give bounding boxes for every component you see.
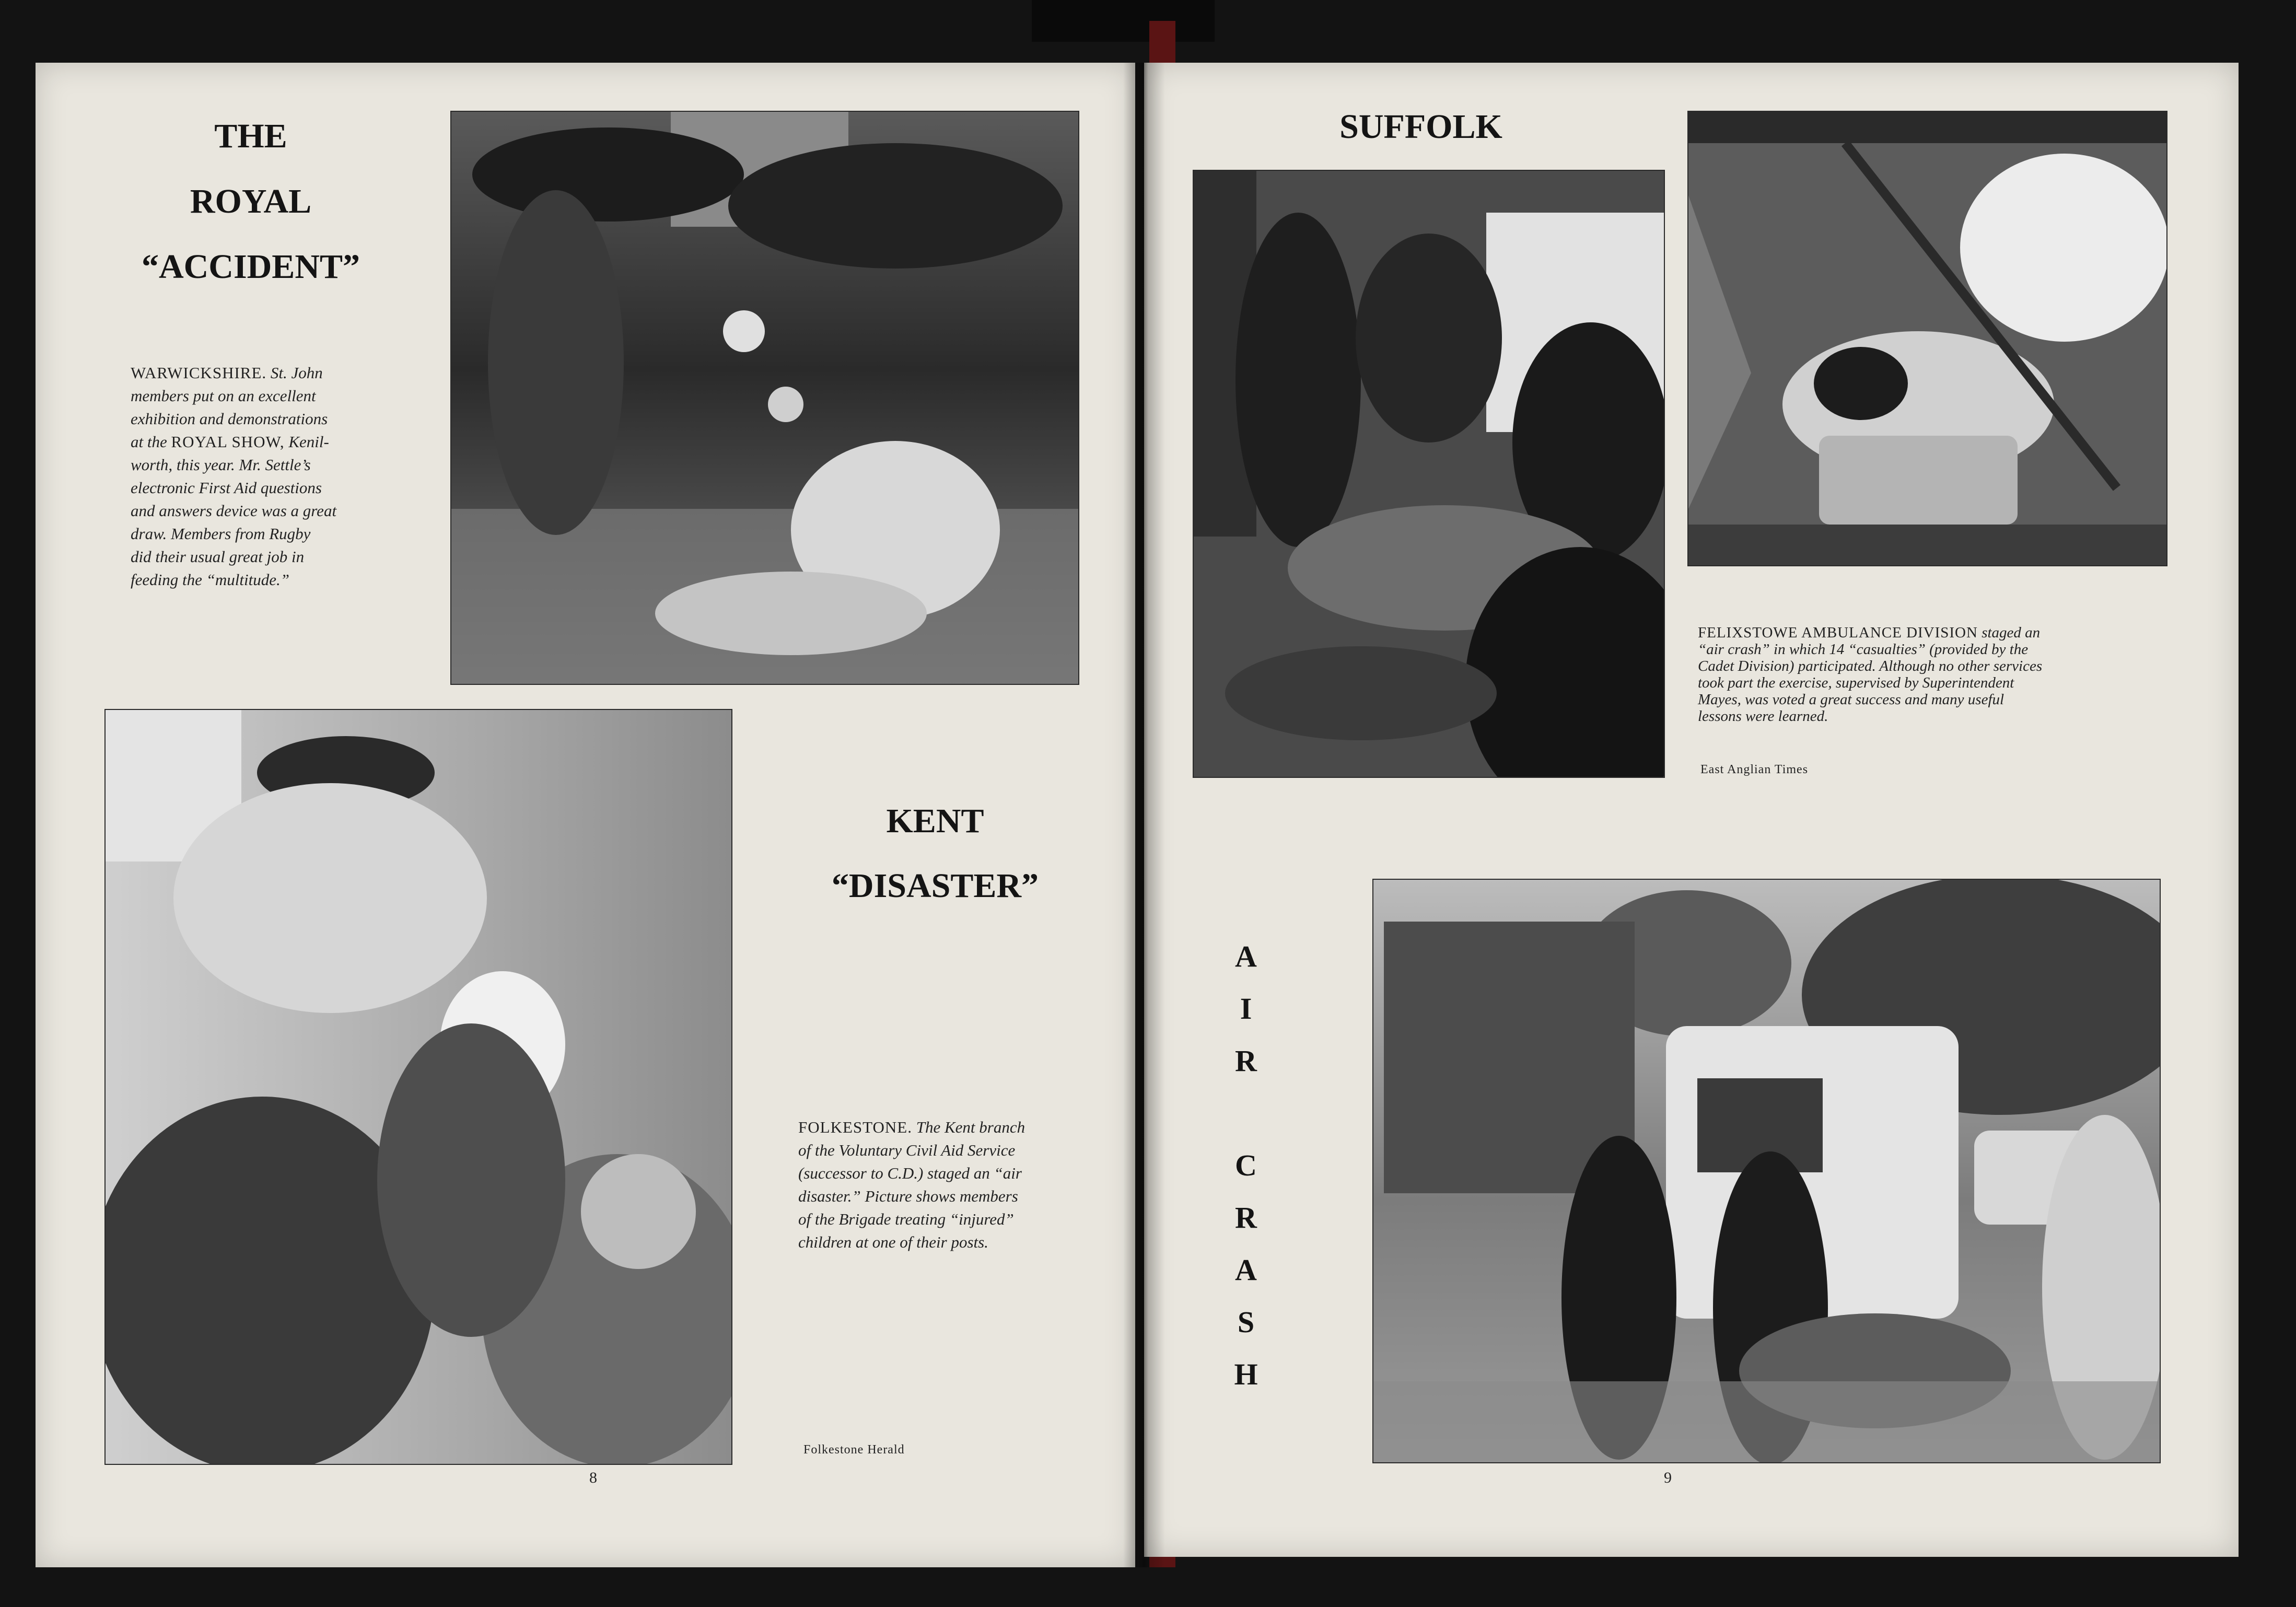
- suffolk-photo-casualties: [1193, 170, 1665, 778]
- air-crash-letter-r1: R: [1235, 1044, 1257, 1078]
- royal-heading: [125, 103, 376, 299]
- suffolk-heading: SUFFOLK: [1339, 108, 1502, 146]
- kent-disaster-photo: [104, 709, 732, 1465]
- air-crash-letter-r2: R: [1235, 1201, 1257, 1235]
- suffolk-photo-stretcher: [1687, 111, 2167, 566]
- felixstowe-caption-place: FELIXSTOWE AMBULANCE DIVISION: [1698, 624, 1978, 641]
- kent-heading-line-1: KENT: [886, 802, 984, 840]
- royal-heading-line-3: “ACCIDENT”: [141, 248, 360, 286]
- page-number-right: 9: [1664, 1469, 1672, 1486]
- kent-caption: FOLKESTONE. The Kent branch of the Voluntary Civil Aid Service (successor to C.D.) staged an “air disaster.” Picture shows members of the Brigade treating “injured” children at one of their posts.: [798, 1118, 1025, 1251]
- air-crash-letter-s: S: [1237, 1305, 1255, 1339]
- kent-caption-place: FOLKESTONE.: [798, 1118, 912, 1136]
- felixstowe-caption: FELIXSTOWE AMBULANCE DIVISION staged an “air crash” in which 14 “casualties” (provided by the Cadet Division) participated. Although no other services took part the exercise, supervised by Superintendent Mayes, was voted a great success and many useful lessons were learned.: [1698, 624, 2043, 725]
- air-crash-letter-c: C: [1235, 1148, 1257, 1182]
- air-crash-letter-h: H: [1234, 1357, 1258, 1391]
- page-number-left: 8: [589, 1469, 597, 1486]
- air-crash-letter-i: I: [1240, 992, 1252, 1026]
- air-crash-letter-a2: A: [1235, 1253, 1257, 1287]
- royal-caption-place: WARWICKSHIRE.: [131, 364, 267, 382]
- air-crash-photo: [1372, 879, 2161, 1463]
- royal-caption: WARWICKSHIRE. St. John members put on an excellent exhibition and demonstrations at the ROYAL SHOW, Kenil- worth, this year. Mr. Settle’s electronic First Aid questions and answers device was a great draw. Members from Rugby did their usual great job in feeding the “multitude.”: [131, 364, 337, 589]
- royal-heading-line-2: ROYAL: [190, 182, 312, 220]
- royal-show-photo: [450, 111, 1079, 685]
- kent-heading-line-2: “DISASTER”: [831, 867, 1039, 905]
- air-crash-letter-a1: A: [1235, 939, 1257, 973]
- suffolk-photo-credit: East Anglian Times: [1700, 763, 1809, 776]
- spine-top: [1032, 0, 1215, 42]
- kent-heading: [747, 789, 1123, 918]
- spine-shadow: [1123, 63, 1165, 1567]
- kent-photo-credit: Folkestone Herald: [803, 1443, 905, 1457]
- royal-heading-line-1: THE: [214, 117, 287, 155]
